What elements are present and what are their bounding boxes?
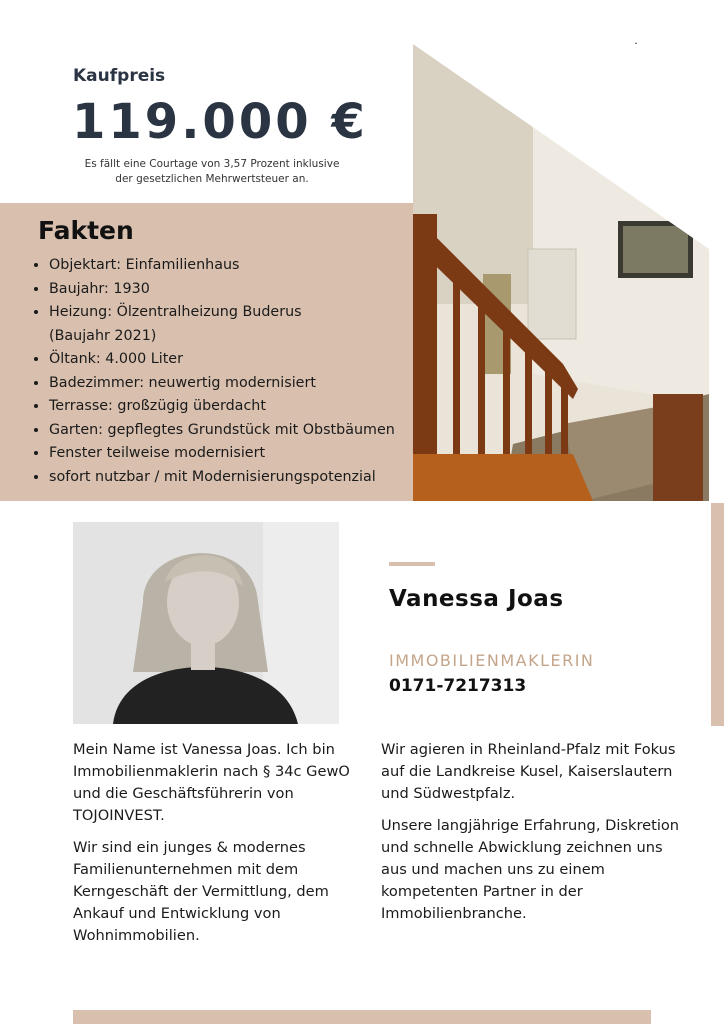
courtage-line-2: der gesetzlichen Mehrwertsteuer an. — [115, 173, 309, 185]
footer-bar — [73, 1010, 651, 1024]
fact-item: • Öltank: 4.000 Liter — [49, 348, 395, 372]
about-left-column — [73, 739, 363, 957]
accent-strip — [711, 503, 724, 726]
about-paragraph: Wir sind ein junges & modernes Familienunternehmen mit dem Kerngeschäft der Vermittlung, dem Ankauf und Entwicklung von Wohnimmobilien. — [73, 839, 329, 944]
fact-item: • Terrasse: großzügig überdacht — [49, 395, 395, 419]
price-value: 119.000 € — [72, 94, 368, 150]
about-paragraph: Wir agieren in Rheinland-Pfalz mit Fokus auf die Landkreise Kusel, Kaiserslautern und Südwestpfalz. — [381, 741, 676, 802]
about-right-column — [381, 739, 681, 935]
agent-phone[interactable]: 0171-7217313 — [389, 676, 527, 696]
staircase-photo — [413, 44, 709, 501]
agent-portrait — [73, 522, 339, 724]
agent-role: IMMOBILIENMAKLERIN — [389, 651, 595, 670]
fact-item: • sofort nutzbar / mit Modernisierungspotenzial — [49, 466, 395, 490]
fact-item: • Baujahr: 1930 — [49, 278, 395, 302]
fact-item: • Heizung: Ölzentralheizung Buderus (Baujahr 2021) — [49, 301, 309, 348]
courtage-note — [76, 157, 348, 187]
about-paragraph: Mein Name ist Vanessa Joas. Ich bin Immobilienmaklerin nach § 34c GewO und die Geschäftsführerin von TOJOINVEST. — [73, 741, 350, 824]
fact-item: • Objektart: Einfamilienhaus — [49, 254, 395, 278]
facts-title: Fakten — [38, 216, 134, 245]
price-label: Kaufpreis — [73, 66, 166, 86]
about-paragraph: Unsere langjährige Erfahrung, Diskretion und schnelle Abwicklung zeichnen uns aus und machen uns zu einem kompetenten Partner in der Immobilienbranche. — [381, 817, 680, 922]
fact-item: • Fenster teilweise modernisiert — [49, 442, 395, 466]
fact-item: • Badezimmer: neuwertig modernisiert — [49, 372, 395, 396]
name-divider — [389, 562, 435, 566]
fact-item: • Garten: gepflegtes Grundstück mit Obstbäumen — [49, 419, 395, 443]
agent-name: Vanessa Joas — [389, 586, 564, 612]
courtage-line-1: Es fällt eine Courtage von 3,57 Prozent inklusive — [84, 158, 340, 170]
facts-list — [30, 254, 395, 489]
